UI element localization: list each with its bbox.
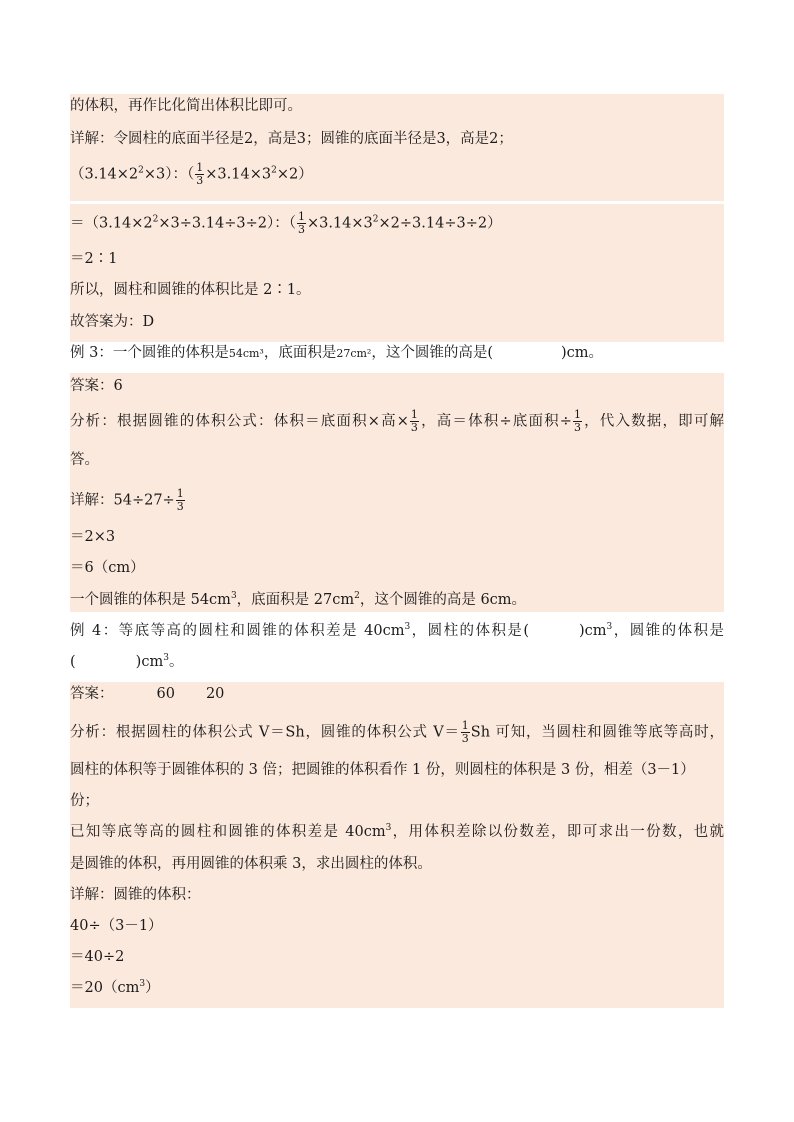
- answer-line: 答案：6: [70, 378, 123, 394]
- example-4-question: ( )$cm^3$。: [70, 653, 184, 670]
- formula-line: $=(3.14\times 2^2\times 3\div 3.14\div 3\div 2)$：（ $\frac{1}{3}$ $\times 3.14\times 3^2\times 2\div 3.14\div 3\div 2$）: [70, 210, 502, 236]
- conclusion-line: 所以，圆柱和圆锥的体积比是 2∶1。: [70, 282, 311, 298]
- fraction-one-third: $\frac{1}{3}$: [297, 210, 305, 236]
- formula-line: $(3.14\times 2^2\times 3)$：（ $\frac{1}{3}$ $\times 3.14\times 3^2\times 2$）: [70, 161, 313, 187]
- formula-line: ＝40÷2: [70, 949, 125, 965]
- analysis-line: 是圆锥的体积，再用圆锥的体积乘 3，求出圆柱的体积。: [70, 856, 432, 872]
- solution-line: 的体积，再作比化简出体积比即可。: [70, 98, 302, 114]
- solution-line: 详解：54÷27÷ $\frac{1}{3}$: [70, 487, 184, 513]
- analysis-line: 圆柱的体积等于圆锥体积的 3 倍；把圆锥的体积看作 1 份，则圆柱的体积是 3 份，相差（3－1）: [70, 762, 695, 778]
- formula-line: ＝2∶1: [70, 251, 118, 267]
- formula-line: ＝6（cm）: [70, 560, 145, 576]
- fraction-one-third: $\frac{1}{3}$: [410, 408, 418, 434]
- fraction-one-third: $\frac{1}{3}$: [461, 719, 469, 745]
- example-3-question: 例 3：一个圆锥的体积是54cm³，底面积是27cm²，这个圆锥的高是( )cm。: [70, 345, 604, 361]
- fraction-one-third: $\frac{1}{3}$: [176, 487, 184, 513]
- fraction-one-third: $\frac{1}{3}$: [573, 408, 581, 434]
- text-column: [70, 0, 724, 1122]
- answer-line: 故答案为：D: [70, 314, 155, 330]
- conclusion-line: 一个圆锥的体积是 $54cm^3$，底面积是 $27cm^2$，这个圆锥的高是 6cm。: [70, 591, 527, 608]
- solution-line: 详解：圆锥的体积：: [70, 887, 201, 903]
- analysis-line: 分析：根据圆锥的体积公式：体积＝底面积×高× $\frac{1}{3}$ ，高＝体积÷底面积÷ $\frac{1}{3}$ ，代入数据，即可解: [70, 408, 724, 434]
- analysis-line: 份；: [70, 793, 99, 809]
- fraction-one-third: $\frac{1}{3}$: [196, 161, 204, 187]
- analysis-line: 答。: [70, 452, 99, 468]
- formula-line: 40÷（3－1）: [70, 918, 163, 934]
- analysis-line: 分析：根据圆柱的体积公式 V＝Sh，圆锥的体积公式 V＝ $\frac{1}{3}$ Sh 可知，当圆柱和圆锥等底等高时，: [70, 719, 724, 745]
- solution-line: 详解：令圆柱的底面半径是2，高是3；圆锥的底面半径是3，高是2；: [70, 131, 513, 147]
- formula-line: $=20(cm^3)$: [70, 979, 160, 996]
- formula-line: ＝2×3: [70, 529, 116, 545]
- example-4-question: 例 4：等底等高的圆柱和圆锥的体积差是 $40cm^3$，圆柱的体积是( )$cm^3$，圆锥的体积是: [70, 622, 724, 639]
- analysis-line: 已知等底等高的圆柱和圆锥的体积差是 $40cm^3$，用体积差除以份数差，即可求出一份数，也就: [70, 823, 725, 840]
- answer-line: 答案： 60 20: [70, 686, 225, 702]
